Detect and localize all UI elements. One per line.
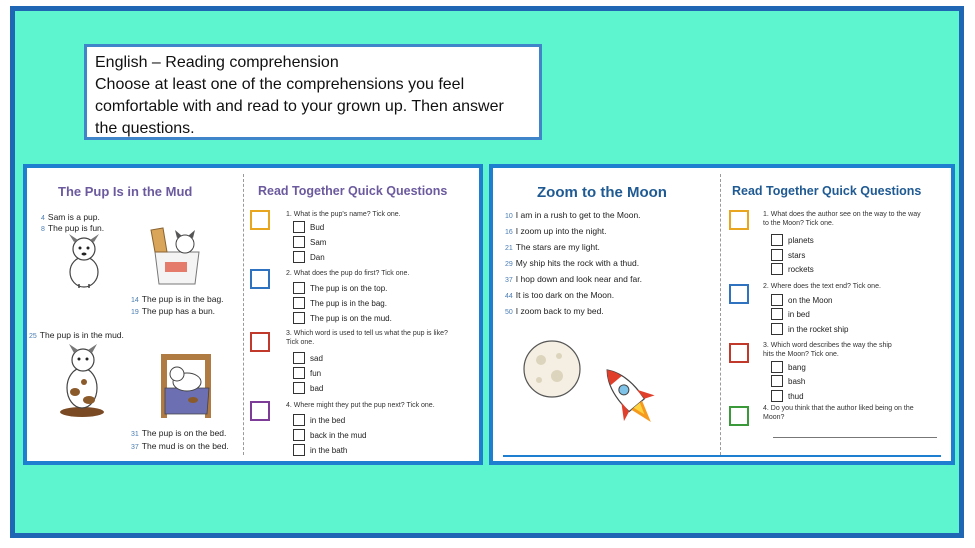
instructions-text-1: Choose at least one of the comprehensions you feel — [95, 76, 465, 93]
page-divider — [720, 174, 721, 455]
answer-option[interactable]: back in the mud — [293, 429, 366, 441]
question-4: 4. Do you think that the author liked being on the Moon? — [763, 405, 914, 421]
answer-option[interactable]: bash — [771, 375, 805, 387]
answer-option[interactable]: stars — [771, 249, 805, 261]
story-line: 37 The mud is on the bed. — [131, 441, 229, 451]
story-title: Zoom to the Moon — [537, 184, 667, 201]
question-3-picture-icon — [250, 332, 270, 352]
instructions-heading: English – Reading comprehension — [95, 54, 339, 71]
question-4: 4. Where might they put the pup next? Tick one. — [286, 402, 435, 409]
story-line: 29 My ship hits the rock with a thud. — [505, 258, 640, 268]
instructions-box — [84, 44, 542, 140]
question-1: 1. What is the pup's name? Tick one. — [286, 211, 401, 218]
answer-option[interactable]: Dan — [293, 251, 325, 263]
question-4-picture-icon — [250, 401, 270, 421]
question-4-picture-icon — [729, 406, 749, 426]
dog-in-bag-illustration — [147, 224, 207, 286]
tick-box[interactable] — [771, 361, 783, 373]
tick-box[interactable] — [293, 352, 305, 364]
question-1: 1. What does the author see on the way to the way to the Moon? Tick one. — [763, 211, 921, 227]
question-3: 3. Which word describes the way the ship hits the Moon? Tick one. — [763, 342, 892, 358]
tick-box[interactable] — [771, 323, 783, 335]
answer-option[interactable]: bang — [771, 361, 806, 373]
question-2: 2. Where does the text end? Tick one. — [763, 283, 881, 290]
moon-comprehension-panel — [489, 164, 955, 465]
tick-box[interactable] — [293, 221, 305, 233]
story-line: 14 The pup is in the bag. — [131, 294, 224, 304]
answer-option[interactable]: in the bath — [293, 444, 347, 456]
story-line: 25 The pup is in the mud. — [29, 330, 124, 340]
tick-box[interactable] — [771, 249, 783, 261]
tick-box[interactable] — [293, 297, 305, 309]
tick-box[interactable] — [771, 375, 783, 387]
tick-box[interactable] — [293, 367, 305, 379]
tick-box[interactable] — [293, 236, 305, 248]
story-line: 16 I zoom up into the night. — [505, 226, 607, 236]
rocket-illustration — [589, 356, 669, 436]
story-line: 31 The pup is on the bed. — [131, 428, 227, 438]
answer-option[interactable]: in the rocket ship — [771, 323, 848, 335]
quick-questions-title: Read Together Quick Questions — [258, 184, 448, 198]
moon-illustration — [521, 338, 583, 400]
tick-box[interactable] — [293, 414, 305, 426]
answer-option[interactable]: rockets — [771, 263, 814, 275]
tick-box[interactable] — [771, 263, 783, 275]
tick-box[interactable] — [293, 312, 305, 324]
story-line: 21 The stars are my light. — [505, 242, 600, 252]
pup-comprehension-panel — [23, 164, 483, 465]
tick-box[interactable] — [771, 390, 783, 402]
story-line: 44 It is too dark on the Moon. — [505, 290, 615, 300]
tick-box[interactable] — [771, 308, 783, 320]
tick-box[interactable] — [293, 444, 305, 456]
tick-box[interactable] — [293, 282, 305, 294]
question-1-picture-icon — [250, 210, 270, 230]
story-line: 8 The pup is fun. — [41, 223, 105, 233]
question-1-picture-icon — [729, 210, 749, 230]
instructions-text-2: comfortable with and read to your grown up. Then answer — [95, 98, 504, 115]
dog-on-bed-illustration — [157, 352, 215, 422]
answer-option[interactable]: bad — [293, 382, 323, 394]
dog-sitting-illustration — [59, 232, 109, 290]
answer-option[interactable]: on the Moon — [771, 294, 832, 306]
tick-box[interactable] — [771, 234, 783, 246]
answer-option[interactable]: planets — [771, 234, 814, 246]
answer-line[interactable] — [773, 437, 937, 438]
story-line: 4 Sam is a pup. — [41, 212, 100, 222]
quick-questions-title: Read Together Quick Questions — [732, 184, 922, 198]
answer-option[interactable]: The pup is in the bag. — [293, 297, 387, 309]
story-line: 50 I zoom back to my bed. — [505, 306, 604, 316]
question-2-picture-icon — [250, 269, 270, 289]
answer-option[interactable]: The pup is on the top. — [293, 282, 387, 294]
answer-option[interactable]: Bud — [293, 221, 324, 233]
story-line: 19 The pup has a bun. — [131, 306, 216, 316]
tick-box[interactable] — [293, 251, 305, 263]
question-2-picture-icon — [729, 284, 749, 304]
answer-option[interactable]: Sam — [293, 236, 326, 248]
answer-option[interactable]: The pup is on the mud. — [293, 312, 392, 324]
instructions-text-3: the questions. — [95, 120, 195, 137]
story-line: 10 I am in a rush to get to the Moon. — [505, 210, 641, 220]
answer-option[interactable]: fun — [293, 367, 321, 379]
page-divider — [243, 174, 244, 455]
answer-option[interactable]: thud — [771, 390, 804, 402]
answer-option[interactable]: sad — [293, 352, 323, 364]
story-line: 37 I hop down and look near and far. — [505, 274, 642, 284]
question-3-picture-icon — [729, 343, 749, 363]
panel-bottom-rule — [503, 455, 941, 457]
question-2: 2. What does the pup do first? Tick one. — [286, 270, 410, 277]
answer-option[interactable]: in bed — [771, 308, 810, 320]
tick-box[interactable] — [293, 429, 305, 441]
story-title: The Pup Is in the Mud — [58, 184, 193, 199]
tick-box[interactable] — [771, 294, 783, 306]
muddy-dog-illustration — [55, 340, 109, 418]
question-3: 3. Which word is used to tell us what the pup is like? Tick one. — [286, 330, 448, 346]
answer-option[interactable]: in the bed — [293, 414, 345, 426]
tick-box[interactable] — [293, 382, 305, 394]
